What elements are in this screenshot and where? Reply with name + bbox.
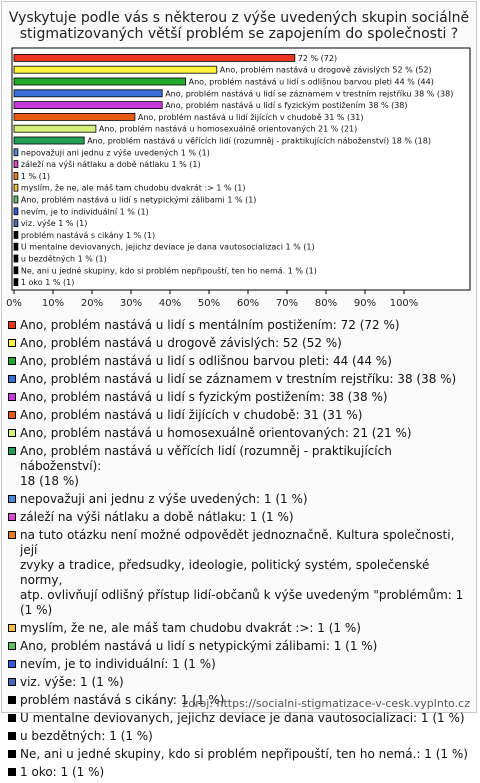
legend-text: atp. ovlivňují odlišný přístup lidí-občanů k výše uvedeným "problémům: 1	[20, 588, 464, 602]
legend-item	[8, 657, 470, 672]
legend-text: nevím, je to individuální: 1 (1 %)	[20, 657, 216, 671]
legend-text: Ano, problém nastává u lidí s mentálním postižením: 72 (72 %)	[20, 318, 400, 332]
bar-label-18: u bezdětných 1 % (1)	[20, 254, 107, 264]
legend-text: zvyky a tradice, předsudky, ideologie, politický systém, společenské normy,	[20, 558, 430, 587]
bar-4	[14, 90, 162, 97]
legend-item	[8, 372, 470, 387]
bar-label-17: U mentalne deviovanych, jejichz deviace je dana vautosocializaci 1 % (1)	[20, 242, 315, 252]
legend-item	[8, 528, 470, 618]
legend-item	[8, 675, 470, 690]
bar-19	[14, 267, 18, 274]
bar-label-9: nepovažuji ani jednu z výše uvedených 1 % (1)	[20, 148, 210, 158]
legend-item	[8, 492, 470, 507]
bar-label-2: Ano, problém nastává u drogově závislých 52 % (52)	[219, 65, 432, 75]
bar-label-8: Ano, problém nastává u věřících lidí (rozumněj - praktikujících náboženství) 18 % (18)	[87, 136, 431, 146]
x-tick-label-7: 70%	[275, 298, 299, 309]
legend-swatch	[8, 411, 16, 419]
bar-8	[14, 137, 84, 144]
bar-label-14: nevím, je to individuální 1 % (1)	[20, 207, 149, 217]
bar-14	[14, 208, 18, 215]
bar-label-12: myslím, že ne, ale máš tam chudobu dvakrát :> 1 % (1)	[20, 183, 246, 193]
legend-item	[8, 729, 470, 744]
legend-text: problém nastává s cikány: 1 (1 %)	[20, 693, 225, 707]
legend-text: záleží na výši nátlaku a době nátlaku: 1 (1 %)	[20, 510, 294, 524]
legend-swatch	[8, 714, 16, 722]
bar-9	[14, 149, 18, 156]
legend-item	[8, 765, 470, 780]
bar-chart	[0, 0, 480, 316]
legend-swatch	[8, 642, 16, 650]
bar-label-15: viz. výše 1 % (1)	[20, 219, 88, 229]
x-tick-label-3: 30%	[119, 298, 143, 309]
x-tick-label-8: 80%	[314, 298, 338, 309]
legend-text: myslím, že ne, ale máš tam chudobu dvakrát :>: 1 (1 %)	[20, 621, 361, 635]
legend-text: nepovažuji ani jednu z výše uvedených: 1 (1 %)	[20, 492, 308, 506]
bar-label-6: Ano, problém nastává u lidí žijících v chudobě 31 % (31)	[137, 112, 364, 122]
legend-item	[8, 318, 470, 333]
bar-2	[14, 66, 217, 73]
bar-16	[14, 231, 18, 238]
legend-swatch	[8, 357, 16, 365]
bar-label-1: 72 % (72)	[297, 53, 338, 63]
bar-18	[14, 255, 18, 262]
legend-swatch	[8, 678, 16, 686]
bar-label-4: Ano, problém nastává u lidí se záznamem v trestním rejstříku 38 % (38)	[165, 89, 454, 99]
bar-13	[14, 196, 18, 203]
chart-title-line-2: stigmatizovaných větší problém se zapojením do společnosti ?	[19, 26, 459, 42]
legend-text: Ano, problém nastává u lidí s odlišnou barvou pleti: 44 (44 %)	[20, 354, 392, 368]
bar-label-5: Ano, problém nastává u lidí s fyzickým postižením 38 % (38)	[165, 101, 408, 111]
legend-item	[8, 354, 470, 369]
legend-swatch	[8, 447, 16, 455]
bar-label-19: Ne, ani u jedné skupiny, kdo si problém nepřipouští, ten ho nemá. 1 % (1)	[20, 266, 317, 276]
legend-text: Ne, ani u jedné skupiny, kdo si problém nepřipouští, ten ho nemá.: 1 (1 %)	[20, 747, 468, 761]
x-tick-label-5: 50%	[197, 298, 221, 309]
legend-swatch	[8, 531, 16, 539]
x-tick-label-4: 40%	[158, 298, 182, 309]
bar-label-13: Ano, problém nastává u lidí s netypickými zálibami 1 % (1)	[20, 195, 257, 205]
bar-11	[14, 172, 18, 179]
x-tick-label-10: 100%	[389, 298, 419, 309]
legend-text: U mentalne deviovanych, jejichz deviace je dana vautosocializaci: 1 (1 %)	[20, 711, 465, 725]
legend-swatch	[8, 732, 16, 740]
legend-swatch	[8, 768, 16, 776]
legend-item	[8, 444, 470, 489]
legend-swatch	[8, 513, 16, 521]
legend-text: u bezdětných: 1 (1 %)	[20, 729, 153, 743]
bar-5	[14, 102, 162, 109]
legend-item	[8, 336, 470, 351]
legend-text: 18 (18 %)	[20, 474, 79, 488]
bar-3	[14, 78, 186, 85]
legend-text: Ano, problém nastává u lidí žijících v chudobě: 31 (31 %)	[20, 408, 363, 422]
bar-label-16: problém nastává s cikány 1 % (1)	[20, 230, 156, 240]
legend-swatch	[8, 429, 16, 437]
source-note: zdroj: https://socialni-stigmatizace-v-cesk.vyplnto.cz	[182, 697, 470, 710]
legend-text: Ano, problém nastává u homosexuálně orientovaných: 21 (21 %)	[20, 426, 412, 440]
legend-item	[8, 426, 470, 441]
legend-item	[8, 408, 470, 423]
bar-15	[14, 220, 18, 227]
legend-swatch	[8, 660, 16, 668]
legend-text: viz. výše: 1 (1 %)	[20, 675, 124, 689]
legend-text: Ano, problém nastává u lidí se záznamem v trestním rejstříku: 38 (38 %)	[20, 372, 457, 386]
bar-1	[14, 54, 295, 61]
legend-text: Ano, problém nastává u drogově závislých: 52 (52 %)	[20, 336, 342, 350]
legend-text: Ano, problém nastává u věřících lidí (rozumněj - praktikujících náboženství):	[20, 444, 392, 473]
legend-item	[8, 390, 470, 405]
x-tick-label-2: 20%	[80, 298, 104, 309]
legend-item	[8, 747, 470, 762]
legend-swatch	[8, 339, 16, 347]
bar-label-3: Ano, problém nastává u lidí s odlišnou barvou pleti 44 % (44)	[188, 77, 434, 87]
legend-swatch	[8, 624, 16, 632]
bar-label-20: 1 oko 1 % (1)	[20, 278, 75, 288]
chart-title-line-1: Vyskytuje podle vás s některou z výše uvedených skupin sociálně	[8, 10, 470, 26]
legend-item	[8, 639, 470, 654]
chart-legend	[8, 318, 470, 783]
bar-label-7: Ano, problém nastává u homosexuálně orientovaných 21 % (21)	[98, 124, 358, 134]
legend-swatch	[8, 375, 16, 383]
bar-20	[14, 279, 18, 286]
legend-text: na tuto otázku není možné odpovědět jednoznačně. Kultura společnosti, její	[20, 528, 455, 557]
legend-text: (1 %)	[20, 603, 53, 617]
legend-item	[8, 711, 470, 726]
legend-text: Ano, problém nastává u lidí s netypickými zálibami: 1 (1 %)	[20, 639, 378, 653]
legend-text: 1 oko: 1 (1 %)	[20, 765, 105, 779]
bar-label-10: záleží na výši nátlaku a době nátlaku 1 % (1)	[20, 160, 201, 170]
bar-10	[14, 161, 18, 168]
bar-label-11: 1 % (1)	[20, 171, 51, 181]
x-tick-label-9: 90%	[353, 298, 377, 309]
bar-17	[14, 243, 18, 250]
legend-swatch	[8, 393, 16, 401]
bar-12	[14, 184, 18, 191]
x-tick-label-6: 60%	[236, 298, 260, 309]
x-tick-label-1: 10%	[41, 298, 65, 309]
x-tick-label-0: 0%	[6, 298, 22, 309]
legend-swatch	[8, 750, 16, 758]
legend-text: Ano, problém nastává u lidí s fyzickým postižením: 38 (38 %)	[20, 390, 388, 404]
legend-swatch	[8, 696, 16, 704]
legend-item	[8, 510, 470, 525]
legend-swatch	[8, 495, 16, 503]
legend-swatch	[8, 321, 16, 329]
bar-6	[14, 113, 135, 120]
bar-7	[14, 125, 96, 132]
legend-item	[8, 621, 470, 636]
